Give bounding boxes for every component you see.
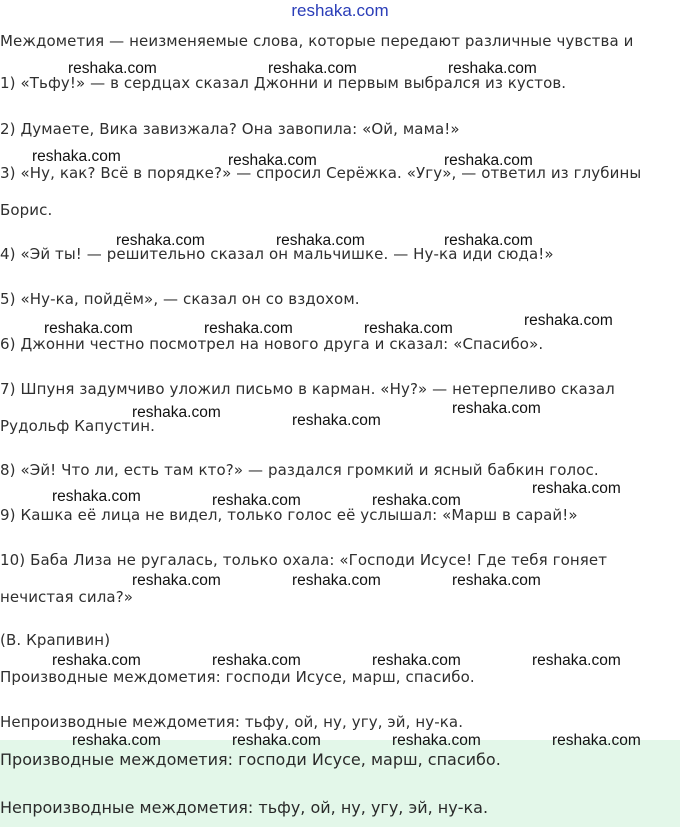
watermark: reshaka.com (452, 572, 541, 589)
text-line-7b: Рудольф Капустин. (0, 417, 156, 435)
watermark: reshaka.com (232, 732, 321, 749)
watermark: reshaka.com (452, 400, 541, 417)
text-line-10b: нечистая сила?» (0, 588, 134, 606)
text-line-10a: 10) Баба Лиза не ругалась, только охала: «Господи Исусе! Где тебя гоняет (0, 551, 608, 569)
watermark: reshaka.com (444, 232, 533, 249)
watermark: reshaka.com (372, 492, 461, 509)
watermark: reshaka.com (132, 404, 221, 421)
answer-line-derived: Производные междометия: господи Исусе, марш, спасибо. (0, 750, 501, 769)
watermark: reshaka.com (524, 312, 613, 329)
text-line-3a: 3) «Ну, как? Всё в порядке?» — спросил Серёжка. «Угу», — ответил из глубины (0, 164, 642, 182)
text-line-1: 1) «Тьфу!» — в сердцах сказал Джонни и первым выбрался из кустов. (0, 74, 567, 92)
watermark: reshaka.com (212, 652, 301, 669)
watermark: reshaka.com (364, 320, 453, 337)
header-watermark: reshaka.com (291, 1, 389, 20)
watermark: reshaka.com (448, 60, 537, 77)
watermark: reshaka.com (72, 732, 161, 749)
watermark: reshaka.com (532, 480, 621, 497)
watermark: reshaka.com (32, 148, 121, 165)
answer-line-nonderived: Непроизводные междометия: тьфу, ой, ну, угу, эй, ну-ка. (0, 798, 489, 817)
watermark: reshaka.com (292, 412, 381, 429)
watermark: reshaka.com (552, 732, 641, 749)
watermark: reshaka.com (204, 320, 293, 337)
text-line-derived: Производные междометия: господи Исусе, марш, спасибо. (0, 668, 475, 686)
text-line-nonderived: Непроизводные междометия: тьфу, ой, ну, угу, эй, ну-ка. (0, 713, 464, 731)
text-line-author: (В. Крапивин) (0, 631, 111, 649)
watermark: reshaka.com (292, 572, 381, 589)
text-line-intro: Междометия — неизменяемые слова, которые передают различные чувства и (0, 32, 634, 50)
text-line-2: 2) Думаете, Вика завизжала? Она завопила: «Ой, мама!» (0, 120, 460, 138)
watermark: reshaka.com (116, 232, 205, 249)
watermark: reshaka.com (228, 152, 317, 169)
text-line-6: 6) Джонни честно посмотрел на нового друга и сказал: «Спасибо». (0, 335, 544, 353)
watermark: reshaka.com (44, 320, 133, 337)
watermark: reshaka.com (392, 732, 481, 749)
text-line-5: 5) «Ну-ка, пойдём», — сказал он со вздохом. (0, 290, 360, 308)
watermark: reshaka.com (132, 572, 221, 589)
watermark: reshaka.com (52, 652, 141, 669)
watermark: reshaka.com (444, 152, 533, 169)
watermark: reshaka.com (372, 652, 461, 669)
text-line-9: 9) Кашка её лица не видел, только голос её услышал: «Марш в сарай!» (0, 506, 578, 524)
answer-block (0, 740, 680, 827)
watermark: reshaka.com (276, 232, 365, 249)
watermark: reshaka.com (532, 652, 621, 669)
watermark: reshaka.com (52, 488, 141, 505)
text-line-7a: 7) Шпуня задумчиво уложил письмо в карман. «Ну?» — нетерпеливо сказал (0, 380, 615, 398)
watermark: reshaka.com (268, 60, 357, 77)
text-line-3b: Борис. (0, 201, 53, 219)
text-line-8: 8) «Эй! Что ли, есть там кто?» — раздался громкий и ясный бабкин голос. (0, 461, 599, 479)
watermark: reshaka.com (68, 60, 157, 77)
text-line-4: 4) «Эй ты! — решительно сказал он мальчишке. — Ну-ка иди сюда!» (0, 245, 554, 263)
watermark: reshaka.com (212, 492, 301, 509)
